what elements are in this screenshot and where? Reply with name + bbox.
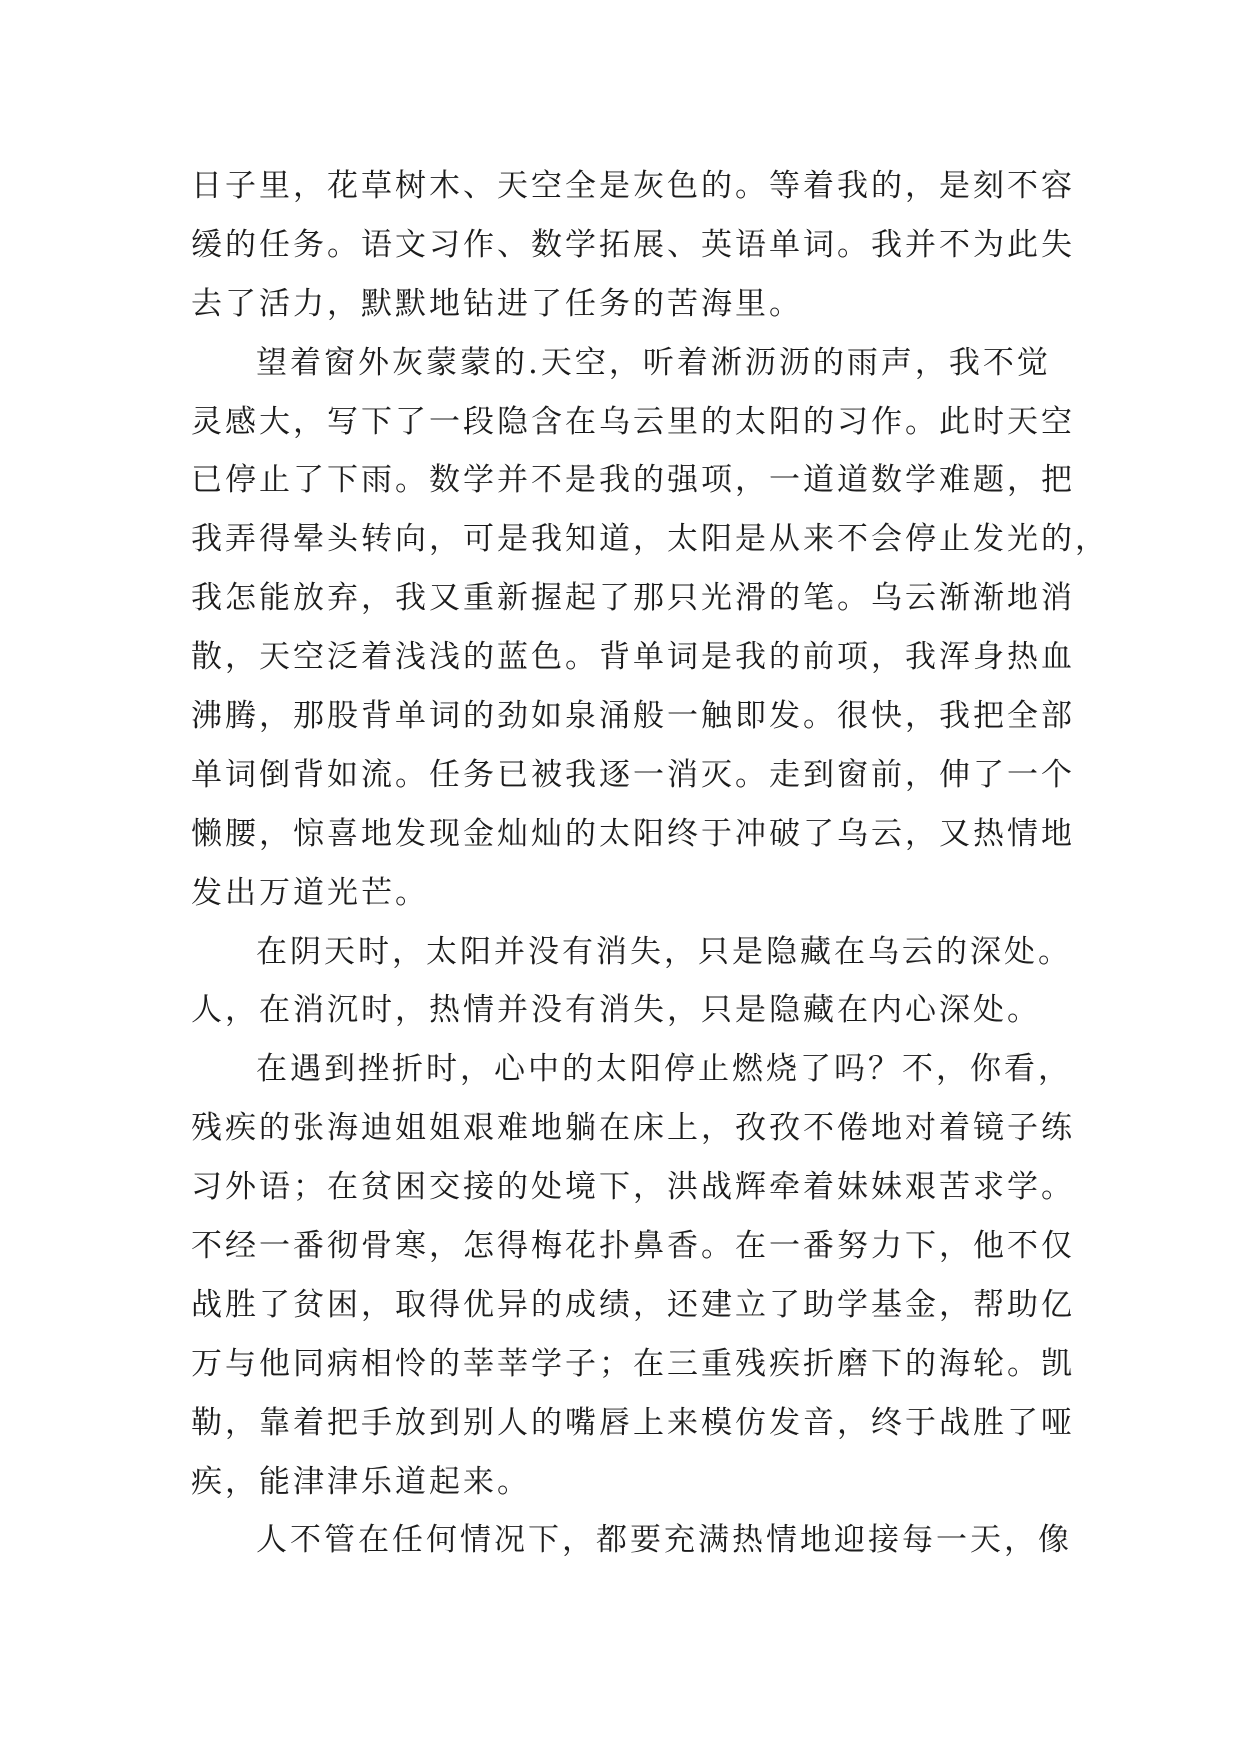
paragraph-3 [191, 923, 1071, 1041]
text-line: 人，在消沉时，热情并没有消失，只是隐藏在内心深处。 [191, 992, 1041, 1029]
text-line: 单词倒背如流。任务已被我逐一消灭。走到窗前，伸了一个 [191, 756, 1075, 793]
text-line: 沸腾，那股背单词的劲如泉涌般一触即发。很快，我把全部 [191, 698, 1075, 735]
text-line: 残疾的张海迪姐姐艰难地躺在床上，孜孜不倦地对着镜子练 [191, 1110, 1075, 1147]
text-line: 缓的任务。语文习作、数学拓展、英语单词。我并不为此失 [191, 226, 1075, 263]
text-line: 去了活力，默默地钻进了任务的苦海里。 [191, 285, 803, 322]
text-line: 发出万道光芒。 [191, 874, 429, 911]
body-text [191, 157, 1109, 1570]
text-line: 灵感大，写下了一段隐含在乌云里的太阳的习作。此时天空 [191, 403, 1075, 440]
text-line: 万与他同病相怜的莘莘学子；在三重残疾折磨下的海轮。凯 [191, 1345, 1075, 1382]
paragraph-1 [191, 157, 1075, 334]
text-line: 在阴天时，太阳并没有消失，只是隐藏在乌云的深处。 [256, 933, 1072, 970]
text-line: 日子里，花草树木、天空全是灰色的。等着我的，是刻不容 [191, 168, 1075, 204]
text-line: 不经一番彻骨寒，怎得梅花扑鼻香。在一番努力下，他不仅 [191, 1228, 1075, 1265]
paragraph-2 [191, 334, 1109, 923]
text-line: 人不管在任何情况下，都要充满热情地迎接每一天，像 [256, 1522, 1072, 1559]
text-line: 我弄得晕头转向，可是我知道，太阳是从来不会停止发光的， [191, 521, 1109, 558]
text-line: 习外语；在贫困交接的处境下，洪战辉牵着妹妹艰苦求学。 [191, 1169, 1075, 1206]
text-line: 战胜了贫困，取得优异的成绩，还建立了助学基金，帮助亿 [191, 1286, 1075, 1323]
text-line: 在遇到挫折时，心中的太阳停止燃烧了吗？不，你看， [256, 1051, 1072, 1088]
text-line: 已停止了下雨。数学并不是我的强项，一道道数学难题，把 [191, 462, 1075, 499]
paragraph-4 [191, 1040, 1075, 1511]
text-line: 望着窗外灰蒙蒙的.天空，听着淅沥沥的雨声，我不觉 [256, 344, 1051, 381]
text-line: 散，天空泛着浅浅的蓝色。背单词是我的前项，我浑身热血 [191, 639, 1075, 676]
text-line: 疾，能津津乐道起来。 [191, 1463, 531, 1500]
text-line: 我怎能放弃，我又重新握起了那只光滑的笔。乌云渐渐地消 [191, 580, 1075, 617]
text-line: 懒腰，惊喜地发现金灿灿的太阳终于冲破了乌云，又热情地 [191, 815, 1075, 852]
text-line: 勒，靠着把手放到别人的嘴唇上来模仿发音，终于战胜了哑 [191, 1404, 1075, 1441]
paragraph-5 [191, 1511, 1071, 1570]
